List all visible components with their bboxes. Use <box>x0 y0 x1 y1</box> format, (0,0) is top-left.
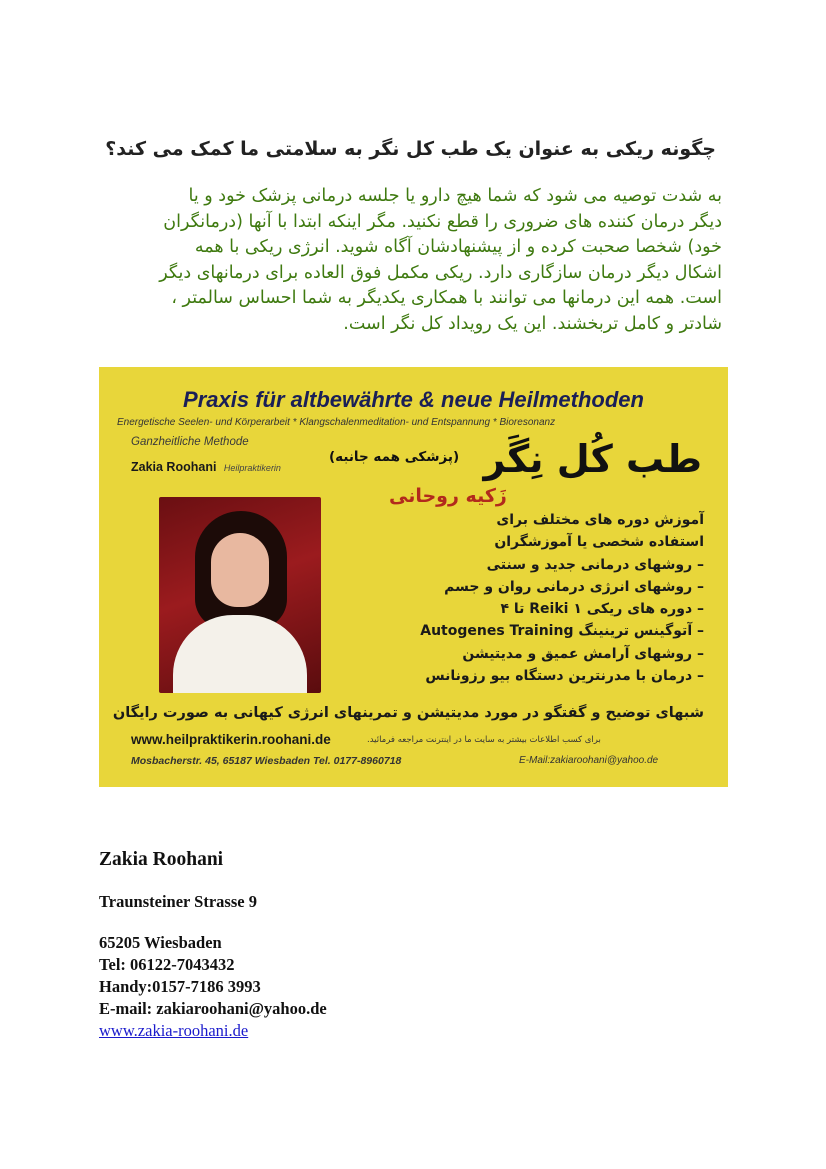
contact-email: E-mail: zakiaroohani@yahoo.de <box>99 999 327 1018</box>
flyer-title: Praxis für altbewährte & neue Heilmethoden <box>183 387 644 412</box>
photo-face <box>211 533 269 607</box>
flyer-list-item: – آتوگینس ترینینگ Autogenes Training <box>420 623 704 640</box>
flyer-list-item: آموزش دوره های مختلف برای <box>496 512 704 528</box>
flyer-website: www.heilpraktikerin.roohani.de <box>131 732 331 747</box>
flyer-name-fa: زَکیه روحانی <box>389 485 507 507</box>
intro-line: به شدت توصیه می شود که شما هیچ دارو یا جلسه درمانی پزشک خود و یا <box>188 186 722 206</box>
contact-handy: Handy:0157-7186 3993 <box>99 977 261 996</box>
article-heading: چگونه ریکی به عنوان یک طب کل نگر به سلامتی ما کمک می کند؟ <box>105 138 716 160</box>
flyer-list-item: – روشهای آرامش عمیق و مدیتیشن <box>462 645 704 662</box>
intro-line: شادتر و کامل تربخشند. این یک رویداد کل نگر است. <box>343 313 722 334</box>
flyer-list-item: – روشهای انرژی درمانی روان و جسم <box>444 578 704 595</box>
flyer-name-title: Heilpraktikerin <box>223 463 281 473</box>
contact-website-link[interactable]: www.zakia-roohani.de <box>99 1021 249 1040</box>
practice-flyer <box>99 367 728 787</box>
intro-line: اشکال دیگر درمان سازگاری دارد. ریکی مکمل فوق العاده برای درمانهای دیگر <box>159 262 722 283</box>
contact-tel: Tel: 06122-7043432 <box>99 955 235 974</box>
photo-shawl <box>173 615 307 693</box>
intro-line: خود) شخصا صحبت کرده و از پیشنهادشان آگاه شوید. انرژی ریکی با همه <box>194 237 722 257</box>
contact-name: Zakia Roohani <box>99 849 224 870</box>
flyer-note-fa: برای کسب اطلاعات بیشتر به سایت ما در اینترنت مراجعه فرمائید. <box>367 735 601 745</box>
flyer-subtitle: Energetische Seelen- und Körperarbeit * Klangschalenmeditation- und Entspannung * Bioresonanz <box>117 417 556 428</box>
flyer-list-item: استفاده شخصی یا آموزشگران <box>494 534 704 551</box>
flyer-list-item: – دوره های ریکی Reiki ۱ تا ۴ <box>500 601 704 618</box>
flyer-paren-fa: (پزشکی همه جانبه) <box>329 449 460 465</box>
intro-line: است. همه این درمانها می توانند با همکاری یکدیگر به شما احساس سالمتر ، <box>171 288 722 308</box>
intro-line: دیگر درمان کننده های ضروری را قطع نکنید. مگر اینکه ابتدا با آنها (درمانگران <box>163 211 722 232</box>
flyer-address-phone: Mosbacherstr. 45, 65187 Wiesbaden Tel. 0177-8960718 <box>131 755 402 767</box>
flyer-practitioner-name <box>131 460 281 474</box>
flyer-list-item: – درمان با مدرنترین دستگاه بیو رزونانس <box>425 668 704 685</box>
flyer-holistic-label: Ganzheitliche Methode <box>131 436 249 448</box>
flyer-big-title-fa: طب کُل نِگَر <box>483 437 702 481</box>
flyer-course-list <box>420 509 704 687</box>
contact-street: Traunsteiner Strasse 9 <box>99 892 257 911</box>
flyer-email: E-Mail:zakiaroohani@yahoo.de <box>519 755 659 766</box>
contact-city: 65205 Wiesbaden <box>99 933 222 952</box>
flyer-list-item: – روشهای درمانی جدید و سنتی <box>486 556 704 573</box>
flyer-name-text: Zakia Roohani <box>131 460 217 474</box>
flyer-info-fa: شبهای توضیح و گفتگو در مورد مدیتیشن و تمرینهای انرژی کیهانی به صورت رایگان <box>112 705 704 721</box>
practitioner-photo <box>159 497 321 693</box>
intro-paragraph <box>96 184 722 337</box>
